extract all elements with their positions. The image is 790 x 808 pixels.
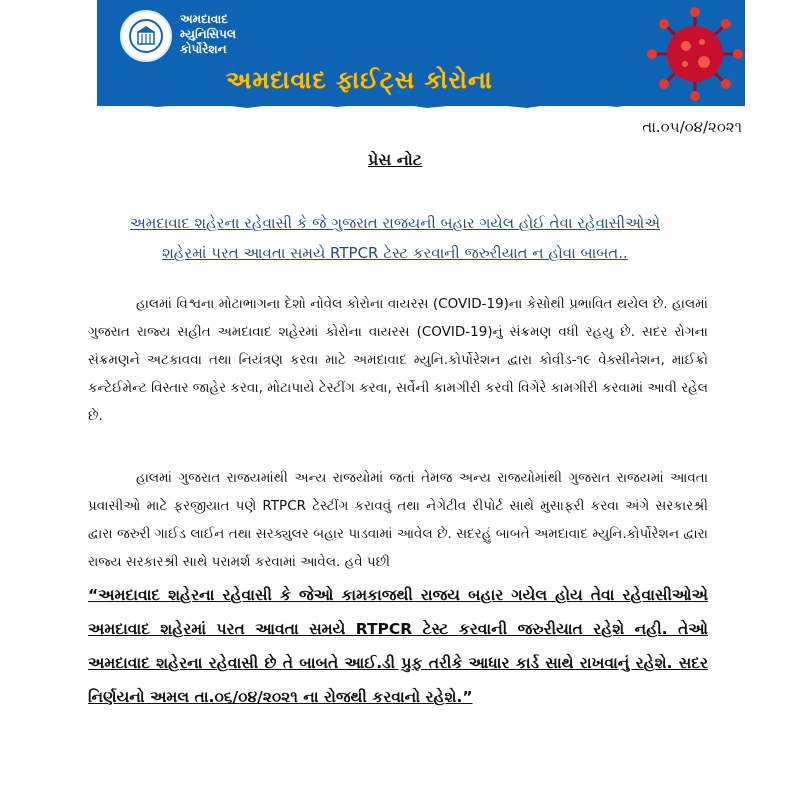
subject-line-2: શહેરમાં પરત આવતા સમયે RTPCR ટેસ્ટ કરવાની જરુરીયાત ન હોવા બાબત..: [162, 244, 628, 262]
org-name-line2: મ્યુનિસિપલ: [180, 27, 236, 41]
paragraph-2: [88, 464, 708, 576]
subject-line-1: અમદાવાદ શહેરના રહેવાસી કે જે ગુજરાત રાજયની બહાર ગયેલ હોઈ તેવા રહેવાસીઓએ: [129, 214, 661, 232]
amc-emblem-icon: [120, 10, 172, 62]
paragraph-2-text: હાલમાં ગુજરાત રાજયમાંથી અન્ય રાજયોમાં જતાં તેમજ અન્ય રાજયોમાંથી ગુજરાત રાજયમાં આવતા પ્રવાસીઓ માટે ફરજીયાત પણે RTPCR ટેસ્ટીંગ કરાવવું તથા નેગેટીવ રીપોર્ટ સાથે મુસાફરી કરવા અંગે સરકારશ્રી દ્વારા જરુરી ગાઈડ લાઈન તથા સરક્યુલર બહાર પાડવામાં આવેલ છે. સદરહું બાબતે અમદાવાદ મ્યુનિ.કોર્પોરેશન દ્વારા રાજ્ય સરકારશ્રી સાથે પરામર્શ કરવામાં આવેલ. હવે પછી: [88, 470, 708, 570]
org-name-line1: અમદાવાદ: [180, 12, 228, 26]
press-note-date: તા.૦૫/૦૪/૨૦૨૧: [642, 118, 742, 136]
paragraph-1: [88, 290, 708, 430]
paragraph-1-text: હાલમાં વિશ્વના મોટાભાગના દેશો નોવેલ કોરોના વાયરસ (COVID-19)ના કેસોથી પ્રભાવિત થયેલ છે. હાલમાં ગુજરાત રાજ્ય સહીત અમદાવાદ શહેરમાં કોરોના વાયરસ (COVID-19)નું સંક્રમણ વધી રહયુ છે. સદર રોગના સંક્રમણને અટકાવવા તથા નિયંત્રણ કરવા માટે અમદાવાદ મ્યુનિ.કોર્પોરેશન દ્વારા કોવીડ-૧૯ વેક્સીનેશન, માઈક્રો કન્ટેઈમેન્ટ વિસ્તાર જાહેર કરવા, મોટાપાયે ટેસ્ટીંગ કરવા, સર્વેની કામગીરી કરવી વિગેરે કામગીરી કરવામાં આવી રહેલ છે.: [88, 296, 708, 424]
campaign-slogan: અમદાવાદ ફાઈટ્સ કોરોના: [226, 66, 493, 94]
press-note-heading: પ્રેસ નોટ: [367, 150, 423, 169]
coronavirus-icon: [640, 4, 750, 104]
subject-line: [100, 208, 690, 268]
org-name-line3: કોર્પોરેશન: [180, 42, 227, 56]
org-name: [180, 12, 236, 57]
decision-statement: “અમદાવાદ શહેરના રહેવાસી કે જેઓ કામકાજથી રાજય બહાર ગયેલ હોય તેવા રહેવાસીઓએ અમદાવાદ શહેરમાં પરત આવતા સમયે RTPCR ટેસ્ટ કરવાની જરુરીયાત રહેશે નહી. તેઓ અમદાવાદ શહેરના રહેવાસી છે તે બાબતે આઈ.ડી પ્રુફ તરીકે આધાર કાર્ડ સાથે રાખવાનું રહેશે. સદર નિર્ણયનો અમલ તા.૦૬/૦૪/૨૦૨૧ ના રોજથી કરવાનો રહેશે.”: [88, 586, 708, 706]
